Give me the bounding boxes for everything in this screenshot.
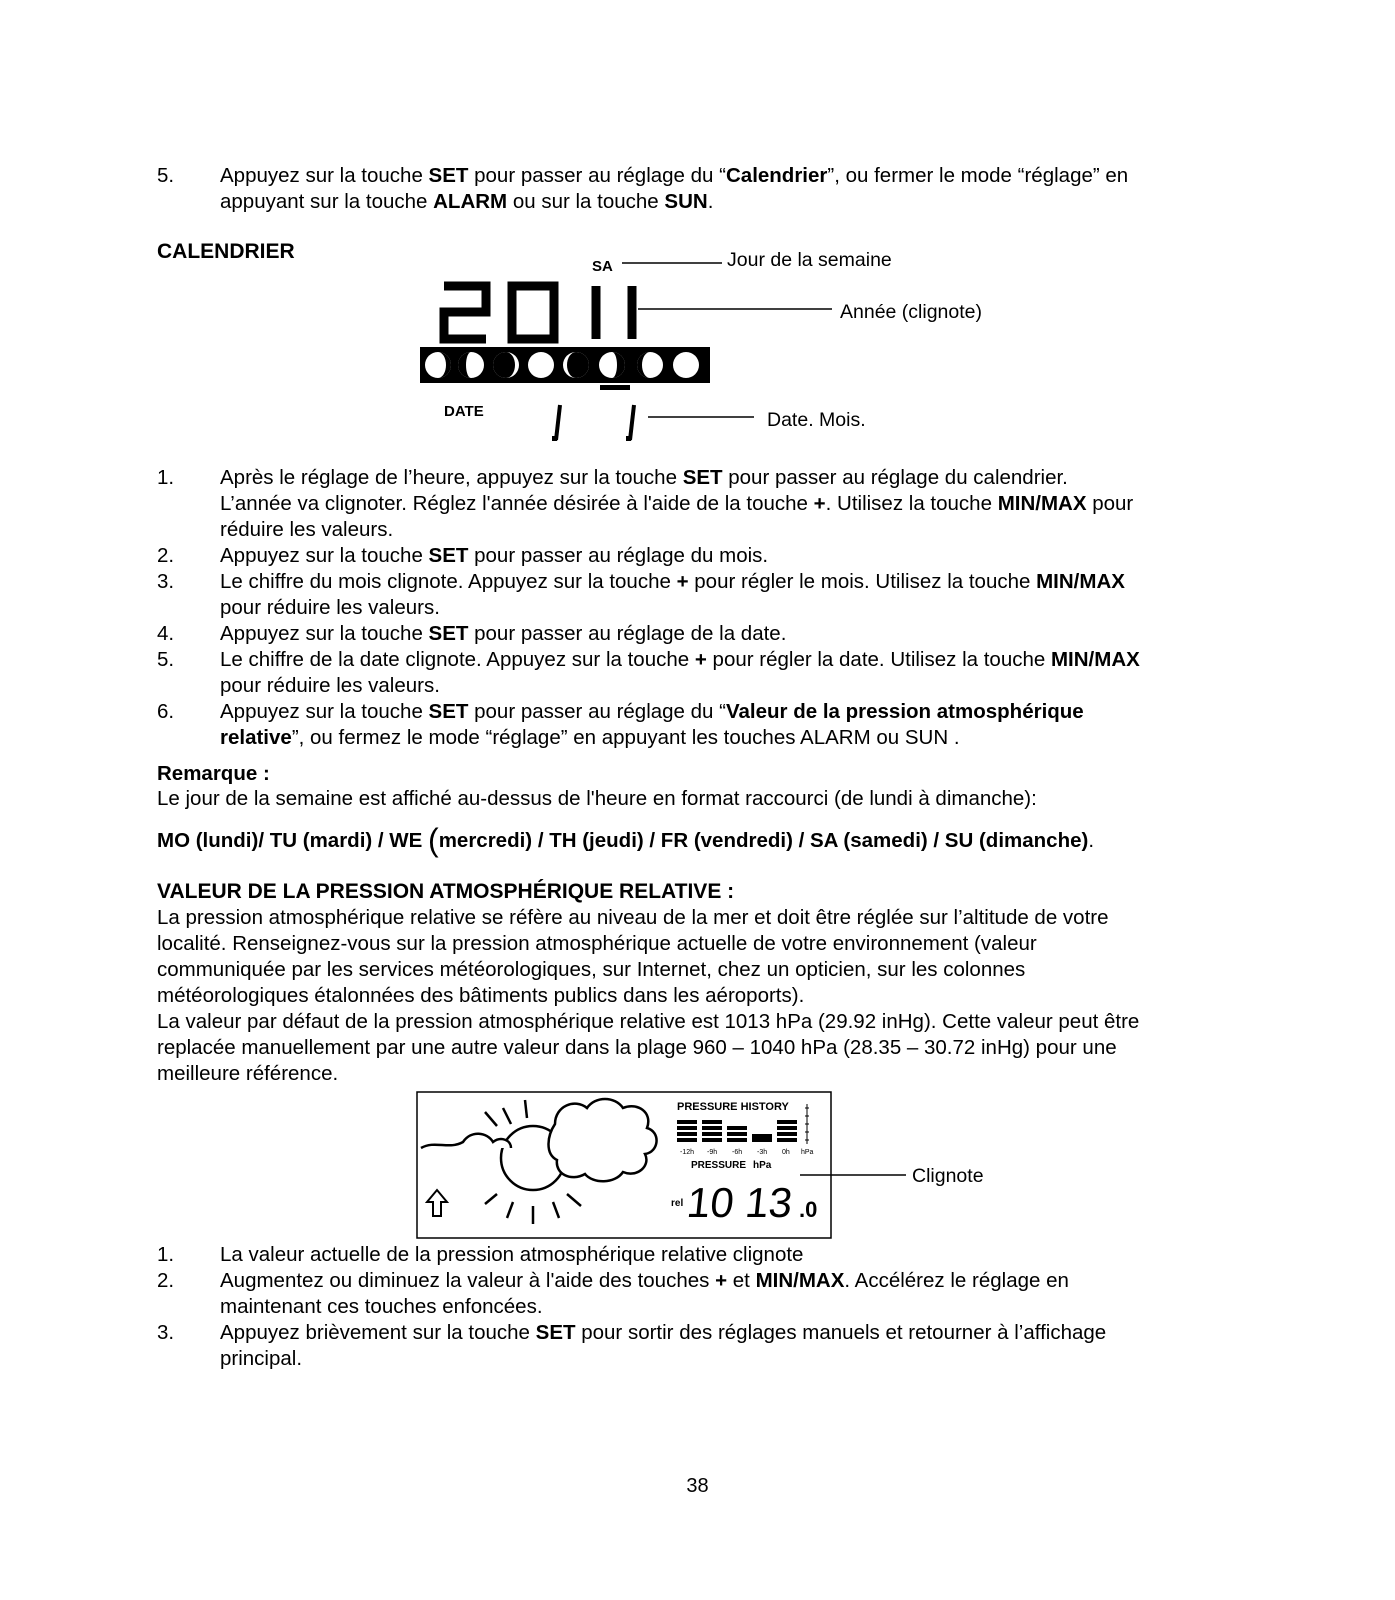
pressure-para-line: La pression atmosphérique relative se réfère au niveau de la mer et doit être réglée sur l’altitude de votre xyxy=(157,906,1109,929)
section-heading-calendar: CALENDRIER xyxy=(157,240,295,263)
svg-text:-9h: -9h xyxy=(707,1149,718,1156)
weekday-abbreviations: MO (lundi)/ TU (mardi) / WE (mercredi) / TH (jeudi) / FR (vendredi) / SA (samedi) / SU (dimanche). xyxy=(157,822,1095,858)
pressure-para-line: replacée manuellement par une autre valeur dans la plage 960 – 1040 hPa (28.35 – 30.72 inHg) pour une xyxy=(157,1036,1117,1059)
svg-text:-3h: -3h xyxy=(757,1149,768,1156)
list-number: 5. xyxy=(157,164,175,187)
pressure-para-line: localité. Renseignez-vous sur la pression atmosphérique actuelle de votre environnement (valeur xyxy=(157,932,1037,955)
section-heading-pressure: VALEUR DE LA PRESSION ATMOSPHÉRIQUE RELATIVE : xyxy=(157,880,735,903)
list-number: 1. xyxy=(157,1243,175,1266)
calendar-step-4: Appuyez sur la touche SET pour passer au réglage de la date. xyxy=(220,622,787,645)
calendar-step-5: Le chiffre de la date clignote. Appuyez sur la touche + pour régler la date. Utilisez la touche MIN/MAX pour réduire les valeurs. xyxy=(220,648,1140,697)
svg-text:-12h: -12h xyxy=(680,1149,695,1156)
pressure-label: PRESSURE xyxy=(691,1160,747,1171)
lcd-date-digits xyxy=(552,405,634,441)
callout-year: Année (clignote) xyxy=(840,301,983,323)
list-number: 3. xyxy=(157,570,175,593)
callout-line-pressure xyxy=(800,1170,910,1180)
pressure-value-decimal: .0 xyxy=(799,1197,818,1222)
pressure-para-line: communiquée par les services météorologiques, sur Internet, chez un opticien, sur les colonnes xyxy=(157,958,1026,981)
callout-date: Date. Mois. xyxy=(767,409,866,431)
lcd-date-label: DATE xyxy=(444,403,484,420)
pressure-para-line: météorologiques étalonnées des bâtiments publics dans les aéroports). xyxy=(157,984,805,1007)
lcd-year-digits xyxy=(444,286,632,339)
list-number: 5. xyxy=(157,648,175,671)
lcd-day-abbr: SA xyxy=(592,258,613,275)
list-number: 6. xyxy=(157,700,175,723)
calendar-step-3: Le chiffre du mois clignote. Appuyez sur la touche + pour régler le mois. Utilisez la touche MIN/MAX pour réduire les valeurs. xyxy=(220,570,1125,619)
calendar-step-1: Après le réglage de l’heure, appuyez sur la touche SET pour passer au réglage du calendrier. L’année va clignoter. Réglez l'année désirée à l'aide de la touche +. Utilisez la touche MIN/MAX pour réduire les valeurs. xyxy=(220,466,1134,541)
intro-instruction: Appuyez sur la touche SET pour passer au réglage du “Calendrier”, ou fermer le mode “réglage” en appuyant sur la touche ALARM ou sur la touche SUN. xyxy=(220,164,1129,213)
calendar-step-2: Appuyez sur la touche SET pour passer au réglage du mois. xyxy=(220,544,769,567)
svg-text:hPa: hPa xyxy=(801,1149,814,1156)
pressure-lcd-illustration xyxy=(415,1090,835,1250)
pressure-history-label: PRESSURE HISTORY xyxy=(677,1101,789,1113)
pressure-para-line: meilleure référence. xyxy=(157,1062,339,1085)
list-number: 4. xyxy=(157,622,175,645)
calendar-lcd-illustration xyxy=(420,248,1020,458)
svg-text:0h: 0h xyxy=(782,1149,790,1156)
pressure-unit: hPa xyxy=(753,1160,772,1171)
rel-label: rel xyxy=(671,1198,684,1209)
remark-heading: Remarque : xyxy=(157,762,270,785)
pressure-value-digits: 10 13 xyxy=(684,1179,795,1226)
remark-text: Le jour de la semaine est affiché au-dessus de l'heure en format raccourci (de lundi à dimanche): xyxy=(157,787,1037,810)
pressure-para-line: La valeur par défaut de la pression atmosphérique relative est 1013 hPa (29.92 inHg). Cette valeur peut être xyxy=(157,1010,1140,1033)
calendar-step-6: Appuyez sur la touche SET pour passer au réglage du “Valeur de la pression atmosphérique relative”, ou fermez le mode “réglage” en appuyant les touches ALARM ou SUN . xyxy=(220,700,1084,749)
svg-text:-6h: -6h xyxy=(732,1149,743,1156)
callout-weekday: Jour de la semaine xyxy=(727,249,892,271)
list-number: 3. xyxy=(157,1321,175,1344)
pressure-step-2: Augmentez ou diminuez la valeur à l'aide des touches + et MIN/MAX. Accélérez le réglage en maintenant ces touches enfoncées. xyxy=(220,1269,1069,1318)
list-number: 2. xyxy=(157,544,175,567)
list-number: 1. xyxy=(157,466,175,489)
list-number: 2. xyxy=(157,1269,175,1292)
page-number: 38 xyxy=(686,1475,709,1497)
moon-selector-underline xyxy=(600,385,630,390)
pressure-step-3: Appuyez brièvement sur la touche SET pour sortir des réglages manuels et retourner à l’affichage principal. xyxy=(220,1321,1107,1370)
callout-flashing: Clignote xyxy=(912,1165,984,1187)
pressure-step-1: La valeur actuelle de la pression atmosphérique relative clignote xyxy=(220,1243,804,1266)
